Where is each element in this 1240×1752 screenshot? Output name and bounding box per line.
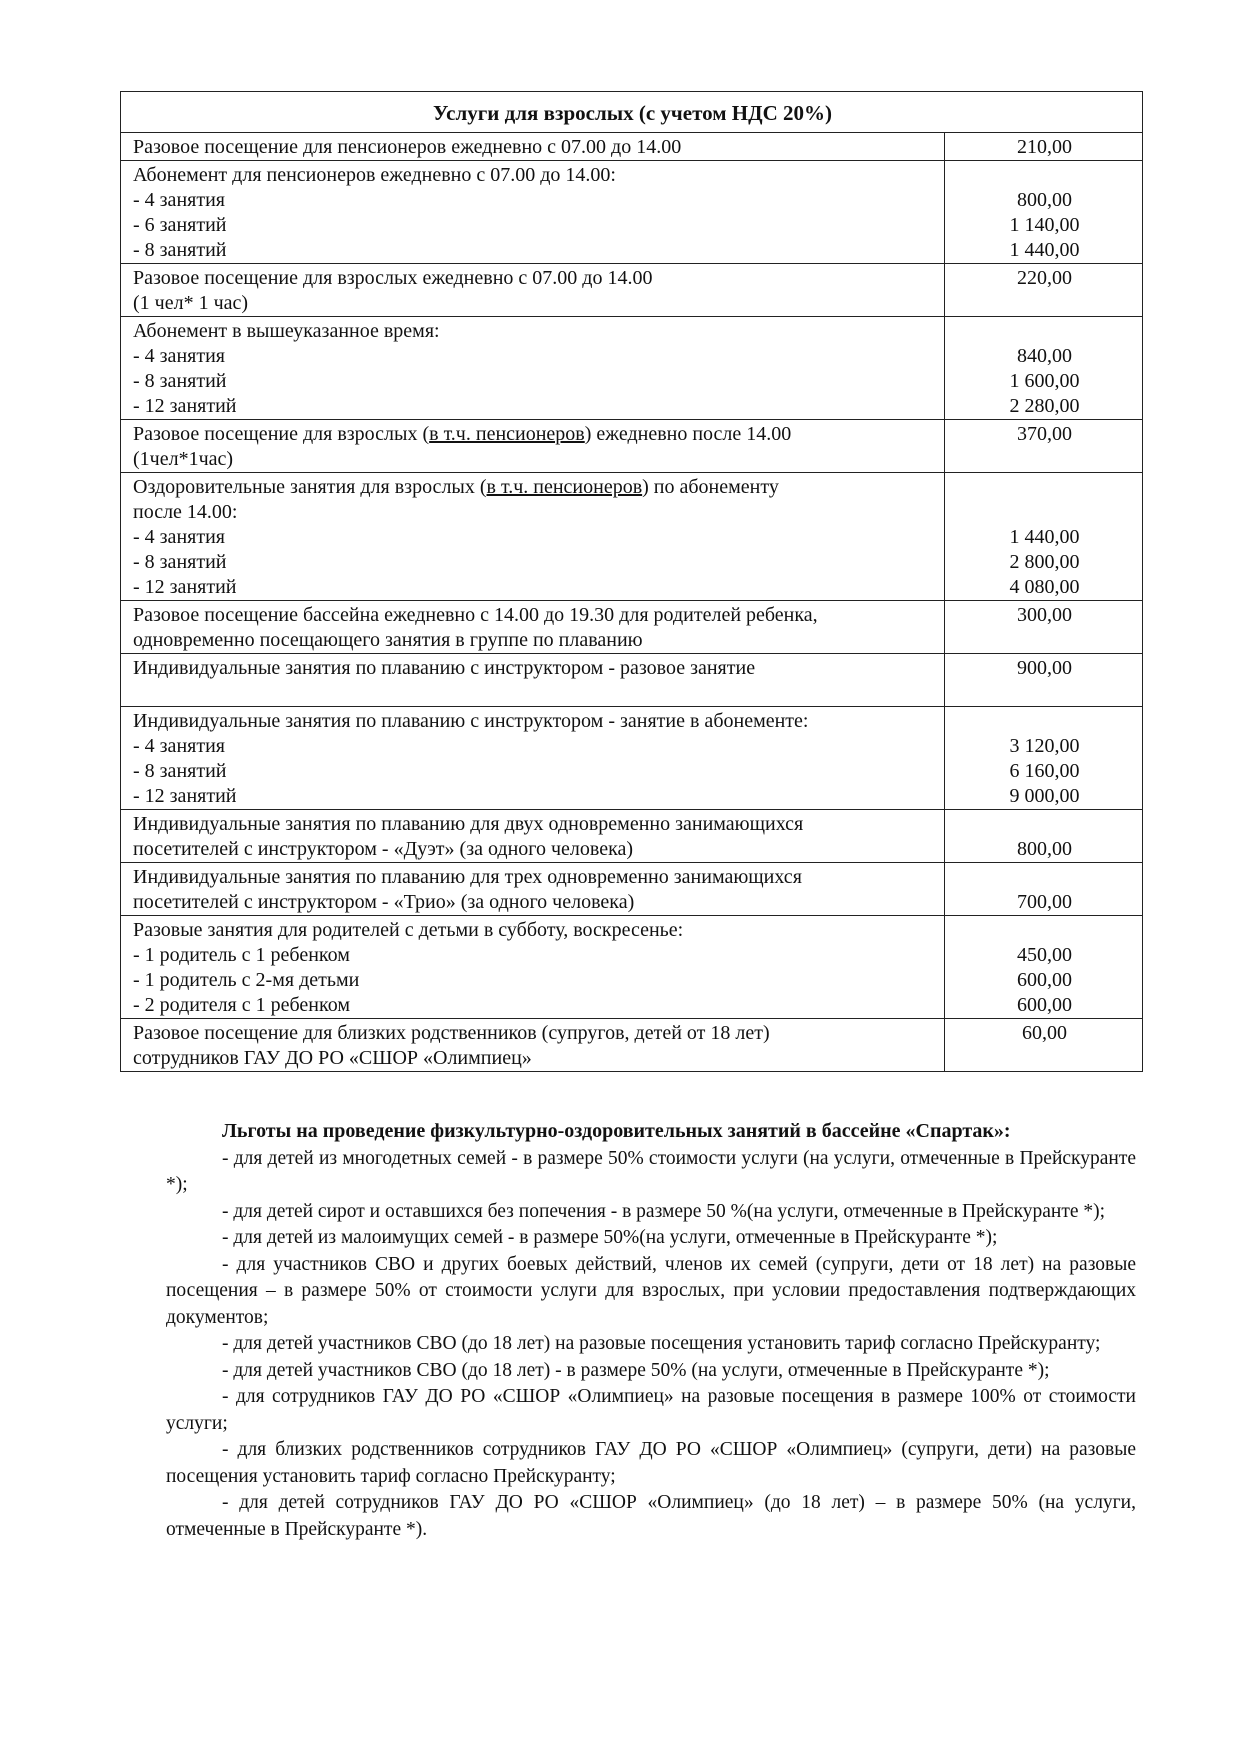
table-row: [121, 1019, 1143, 1072]
service-line: посетителей с инструктором - «Трио» (за одного человека): [133, 891, 635, 913]
price-value: 210,00: [1017, 136, 1072, 158]
service-line: - 1 родитель с 1 ребенком: [133, 944, 350, 966]
table-row: [121, 863, 1143, 916]
service-line: - 12 занятий: [133, 576, 237, 598]
benefit-item: - для близких родственников сотрудников ГАУ ДО РО «СШОР «Олимпиец» (супруги, дети) на разовые посещения установить тариф согласно Прейскуранту;: [166, 1439, 1136, 1487]
table-row: [121, 133, 1143, 161]
service-line: посетителей с инструктором - «Дуэт» (за одного человека): [133, 838, 634, 860]
price-cell: [945, 916, 1143, 1019]
service-line: - 4 занятия: [133, 735, 225, 757]
service-line: - 8 занятий: [133, 551, 227, 573]
service-line: - 2 родителя с 1 ребенком: [133, 994, 350, 1016]
table-row: [121, 317, 1143, 420]
underlined-text: в т.ч. пенсионеров: [486, 476, 643, 498]
price-cell: [945, 473, 1143, 601]
price-cell: [945, 654, 1143, 707]
price-table: [120, 91, 1143, 1072]
price-value: [957, 709, 1132, 734]
service-cell: [121, 473, 945, 601]
service-line: - 8 занятий: [133, 760, 227, 782]
price-cell: [945, 161, 1143, 264]
price-value: 450,00: [1017, 944, 1072, 966]
service-line: Индивидуальные занятия по плаванию для двух одновременно занимающихся: [133, 813, 804, 835]
service-line: - 4 занятия: [133, 189, 225, 211]
service-line: - 8 занятий: [133, 370, 227, 392]
price-value: 2 800,00: [1009, 551, 1080, 573]
benefits-section: [166, 1118, 1136, 1543]
benefit-item: - для детей сотрудников ГАУ ДО РО «СШОР «Олимпиец» (до 18 лет) – в размере 50% (на услуги, отмеченные в Прейскуранте *).: [166, 1492, 1136, 1540]
price-value: 900,00: [1017, 657, 1072, 679]
service-line: (1чел*1час): [133, 448, 234, 470]
price-value: 800,00: [1017, 189, 1072, 211]
benefit-item: - для детей из малоимущих семей - в размере 50%(на услуги, отмеченные в Прейскуранте *);: [222, 1227, 998, 1248]
table-row: [121, 916, 1143, 1019]
price-value: 1 440,00: [1009, 239, 1080, 261]
price-value: [957, 475, 1132, 500]
price-value: [957, 163, 1132, 188]
table-row: [121, 654, 1143, 707]
benefit-item: - для детей сирот и оставшихся без попечения - в размере 50 %(на услуги, отмеченные в Прейскуранте *);: [222, 1200, 1106, 1222]
service-line: - 4 занятия: [133, 345, 225, 367]
price-cell: [945, 133, 1143, 161]
price-value: 1 140,00: [1009, 214, 1080, 236]
service-cell: [121, 133, 945, 161]
service-line: - 12 занятий: [133, 395, 237, 417]
price-value: 300,00: [1017, 604, 1072, 626]
service-cell: [121, 707, 945, 810]
service-cell: [121, 1019, 945, 1072]
service-line: сотрудников ГАУ ДО РО «СШОР «Олимпиец»: [133, 1047, 532, 1069]
table-row: [121, 420, 1143, 473]
service-cell: [121, 317, 945, 420]
service-line: Разовое посещение для взрослых ежедневно с 07.00 до 14.00: [133, 267, 653, 289]
price-value: [957, 865, 1132, 890]
service-cell: [121, 601, 945, 654]
price-value: [957, 500, 1132, 525]
price-value: 1 440,00: [1009, 526, 1080, 548]
table-header: Услуги для взрослых (с учетом НДС 20%): [121, 92, 1143, 133]
service-line: Индивидуальные занятия по плаванию с инструктором - разовое занятие: [133, 657, 756, 679]
service-line: Разовое посещение бассейна ежедневно с 14.00 до 19.30 для родителей ребенка,: [133, 604, 818, 626]
price-cell: [945, 863, 1143, 916]
service-cell: [121, 420, 945, 473]
service-line: - 12 занятий: [133, 785, 237, 807]
service-line: Разовое посещение для взрослых (в т.ч. пенсионеров) ежедневно после 14.00: [133, 423, 792, 445]
service-line: Оздоровительные занятия для взрослых (в т.ч. пенсионеров) по абонементу: [133, 476, 779, 498]
service-line: Абонемент в вышеуказанное время:: [133, 320, 440, 342]
service-line: Разовое посещение для близких родственников (супругов, детей от 18 лет): [133, 1022, 770, 1044]
price-value: 220,00: [1017, 267, 1072, 289]
price-cell: [945, 707, 1143, 810]
service-line: - 8 занятий: [133, 239, 227, 261]
underlined-text: в т.ч. пенсионеров: [429, 423, 585, 445]
service-cell: [121, 264, 945, 317]
price-value: [957, 319, 1132, 344]
service-cell: [121, 161, 945, 264]
price-cell: [945, 264, 1143, 317]
price-cell: [945, 810, 1143, 863]
price-cell: [945, 420, 1143, 473]
benefit-item: - для детей участников СВО (до 18 лет) - в размере 50% (на услуги, отмеченные в Прейскуранте *);: [222, 1359, 1050, 1381]
price-value: 600,00: [1017, 994, 1072, 1016]
service-line: - 1 родитель с 2-мя детьми: [133, 969, 360, 991]
price-value: 700,00: [1017, 891, 1072, 913]
price-value: 2 280,00: [1009, 395, 1080, 417]
price-value: 1 600,00: [1009, 370, 1080, 392]
service-line: одновременно посещающего занятия в группе по плаванию: [133, 629, 643, 651]
service-line: Индивидуальные занятия по плаванию для трех одновременно занимающихся: [133, 866, 802, 888]
table-row: [121, 707, 1143, 810]
table-row: [121, 473, 1143, 601]
table-row: [121, 161, 1143, 264]
service-cell: [121, 654, 945, 707]
price-value: [957, 918, 1132, 943]
table-row: [121, 601, 1143, 654]
price-value: 370,00: [1017, 423, 1072, 445]
price-cell: [945, 601, 1143, 654]
service-cell: [121, 916, 945, 1019]
benefit-item: - для детей из многодетных семей - в размере 50% стоимости услуги (на услуги, отмеченные в Прейскуранте *);: [166, 1147, 1136, 1195]
benefit-item: - для участников СВО и других боевых действий, членов их семей (супруги, дети от 18 лет) на разовые посещения – в размере 50% от стоимости услуги для взрослых, при условии предоставления подтверждающих документов;: [166, 1253, 1136, 1328]
price-value: 600,00: [1017, 969, 1072, 991]
table-row: [121, 810, 1143, 863]
benefit-item: - для детей участников СВО (до 18 лет) на разовые посещения установить тариф согласно Прейскуранту;: [222, 1333, 1101, 1354]
service-line: после 14.00:: [133, 501, 238, 523]
service-line: Абонемент для пенсионеров ежедневно с 07.00 до 14.00:: [133, 164, 616, 186]
benefit-item: - для сотрудников ГАУ ДО РО «СШОР «Олимпиец» на разовые посещения в размере 100% от стоимости услуги;: [166, 1386, 1136, 1434]
service-line: Индивидуальные занятия по плаванию с инструктором - занятие в абонементе:: [133, 710, 809, 732]
service-line: [133, 681, 934, 706]
price-value: 800,00: [1017, 838, 1072, 860]
service-line: Разовые занятия для родителей с детьми в субботу, воскресенье:: [133, 919, 684, 941]
price-cell: [945, 1019, 1143, 1072]
price-value: 9 000,00: [1009, 785, 1080, 807]
service-line: - 4 занятия: [133, 526, 225, 548]
benefits-title: Льготы на проведение физкультурно-оздоровительных занятий в бассейне «Спартак»:: [222, 1120, 1011, 1142]
service-line: - 6 занятий: [133, 214, 227, 236]
price-value: 60,00: [1022, 1022, 1067, 1044]
service-line: (1 чел* 1 час): [133, 292, 249, 314]
price-cell: [945, 317, 1143, 420]
price-value: [957, 812, 1132, 837]
price-value: 3 120,00: [1009, 735, 1080, 757]
price-value: 6 160,00: [1009, 760, 1080, 782]
service-line: Разовое посещение для пенсионеров ежедневно с 07.00 до 14.00: [133, 136, 682, 158]
service-cell: [121, 810, 945, 863]
price-value: 4 080,00: [1009, 576, 1080, 598]
service-cell: [121, 863, 945, 916]
price-value: 840,00: [1017, 345, 1072, 367]
table-row: [121, 264, 1143, 317]
